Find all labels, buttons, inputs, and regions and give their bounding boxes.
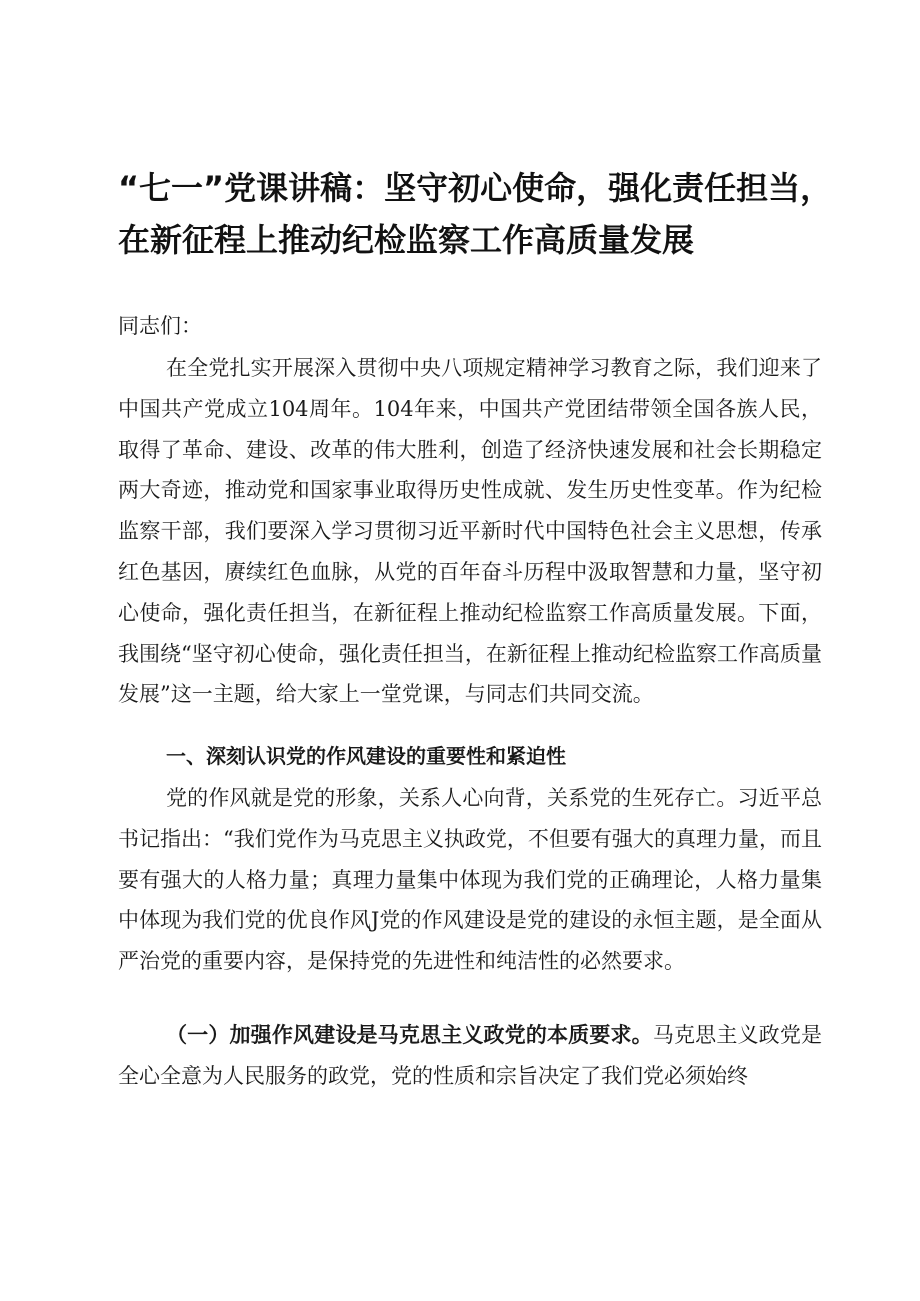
title-line-2: 在新征程上推动纪检监察工作高质量发展 (118, 221, 695, 259)
paragraph-subsection-1 (118, 1015, 822, 1097)
paragraph-section-1: 党的作风就是党的形象，关系人心向背，关系党的生死存亡。习近平总书记指出：“我们党作为马克思主义执政党，不但要有强大的真理力量，而且要有强大的人格力量；真理力量集中体现为我们党的正确理论，人格力量集中体现为我们党的优良作风J党的作风建设是党的建设的永恒主题，是全面从严治党的重要内容，是保持党的先进性和纯洁性的必然要求。 (118, 786, 822, 974)
section-heading-1: 一、深刻认识党的作风建设的重要性和紧迫性 (166, 744, 566, 768)
document-title (118, 162, 848, 266)
salutation: 同志们： (118, 314, 202, 338)
title-line-1: “七一”党课讲稿：坚守初心使命，强化责任担当， (118, 169, 833, 207)
paragraph-intro: 在全党扎实开展深入贯彻中央八项规定精神学习教育之际，我们迎来了中国共产党成立104周年。104年来，中国共产党团结带领全国各族人民，取得了革命、建设、改革的伟大胜利，创造了经济快速发展和社会长期稳定两大奇迹，推动党和国家事业取得历史性成就、发生历史性变革。作为纪检监察干部，我们要深入学习贯彻习近平新时代中国特色社会主义思想，传承红色基因，赓续红色血脉，从党的百年奋斗历程中汲取智慧和力量，坚守初心使命，强化责任担当，在新征程上推动纪检监察工作高质量发展。下面，我围绕“坚守初心使命，强化责任担当，在新征程上推动纪检监察工作高质量发展”这一主题，给大家上一堂党课，与同志们共同交流。 (118, 356, 822, 707)
subsection-heading-1: （一）加强作风建设是马克思主义政党的本质要求。 (166, 1023, 653, 1047)
subsection-text-1: 马克思主义政党是全心全意为人民服务的政党，党的性质和宗旨决定了我们党必须始终 (118, 1023, 823, 1088)
